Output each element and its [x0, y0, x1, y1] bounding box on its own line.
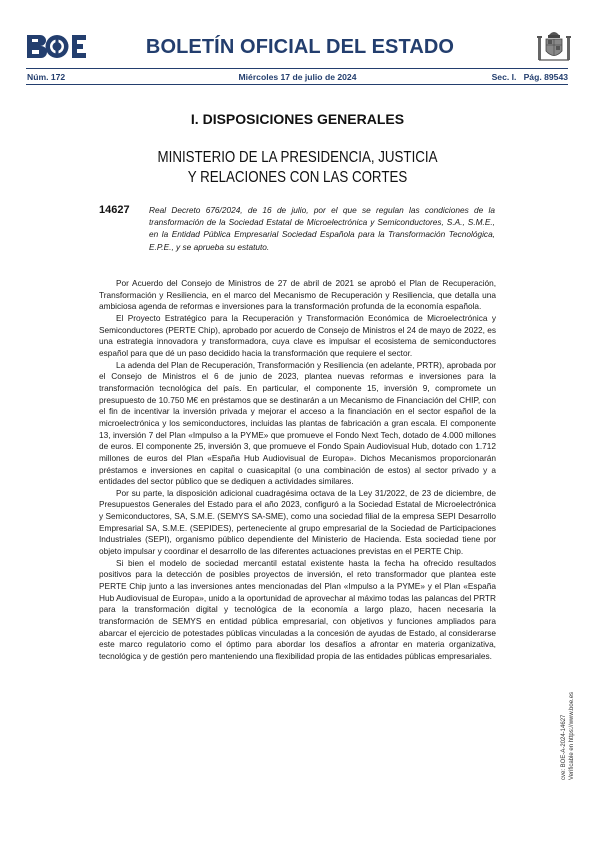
header-rule-bottom [26, 84, 568, 85]
paragraph: Si bien el modelo de sociedad mercantil estatal existente hasta la fecha ha ofrecido resultados positivos para la detección de posibles proyectos de inversión, el reto transformador que plantea este PERTE Chip junto a las inversiones antes mencionadas del Plan «Impulso a la PYME» y el Plan «España Hub Audiovisual de Europa», unido a la oportunidad de aprovechar al máximo todas las palancas del PRTR para la transformación digital y tecnológica de la economía a largo plazo, hacen necesaria la transformación de SEMYS en entidad pública empresarial, con objetivos y funciones ampliados para abarcar el ejercicio de potestades públicas vinculadas a la concesión de ayudas de Estado, al considerarse este marco regulatorio como el óptimo para abordar los desafíos a afrontar en materia organizativa, tecnológica y de gestión pero manteniendo una flexibilidad propia de las entidades públicas empresariales. [99, 557, 496, 661]
paragraph: El Proyecto Estratégico para la Recuperación y Transformación Económica de Microelectrónica y Semiconductores (PERTE Chip), aprobado por acuerdo de Consejo de Ministros el 24 de mayo de 2022, es una estrategia innovadora y transformadora, cuya clave es impulsar el ecosistema de semiconductores español para que dé un paso decidido hacia la transformación que requiere el sector. [99, 312, 496, 358]
header-rule-top [26, 68, 568, 69]
body-text [99, 278, 496, 663]
paragraph: La adenda del Plan de Recuperación, Transformación y Resiliencia (en adelante, PRTR), aprobada por el Consejo de Ministros el 6 de junio de 2023, plantea nuevas reformas e inversiones para la transformación tecnológica del país. En particular, el componente 15, inversión 9, compromete un presupuesto de 10.750 M€ en préstamos que se destinarán a un Mecanismo de Financiación del CHIP, con el fin de incentivar la inversión privada y mejorar el acceso a la financiación en el sector español de la microelectrónica y los semiconductores, incluidas las plantas de fabricación a gran escala. El componente 13, inversión 7 del Plan «Impulso a la PYME» que promueve el Fondo Next Tech, dotado de 4.000 millones de euros. El componente 25, inversión 3, que promueve el Fondo Spain Audiovisual Hub, dotado con 1.712 millones de euros del Plan «España Hub Audiovisual de Europa». Dichos Mecanismos proporcionarán préstamos e inversiones en capital o cuasicapital (o una combinación de estos) al sector privado y a entidades del sector público que se dediquen a actividades similares. [99, 359, 496, 487]
issue-date: Miércoles 17 de julio de 2024 [238, 72, 357, 82]
cve-code: cve: BOE-A-2024-14627 [561, 714, 567, 780]
ministry-line-2: Y RELACIONES CON LAS CORTES [187, 169, 408, 186]
disposition-number: 14627 [99, 204, 130, 216]
ministry-line-1: MINISTERIO DE LA PRESIDENCIA, JUSTICIA [157, 149, 438, 166]
disposition-summary: Real Decreto 676/2024, de 16 de julio, por el que se regulan las condiciones de la transformación de la Sociedad Estatal de Microelectrónica y Semiconductores, S.A., S.M.E., en la Entidad Pública Empresarial Sociedad Española para la Transformación Tecnológica, E.P.E., y se aprueba su estatuto. [149, 205, 495, 252]
paragraph: Por Acuerdo del Consejo de Ministros de 27 de abril de 2021 se aprobó el Plan de Recuperación, Transformación y Resiliencia, en el marco del Mecanismo de Recuperación y Resiliencia, que detalla una ambiciosa agenda de reformas e inversiones para la transformación profunda de la economía española. [99, 278, 496, 312]
verification-link[interactable]: Verificable en https://www.boe.es [569, 691, 575, 780]
paragraph: Por su parte, la disposición adicional cuadragésima octava de la Ley 31/2022, de 23 de diciembre, de Presupuestos Generales del Estado para el año 2023, configuró a la Sociedad Estatal de Microelectrónica y Semiconductores, SA, S.M.E. (SEMYS SA-SME), como una sociedad filial de la empresa SEPI Desarrollo Empresarial SA, S.M.E. (SEPIDES), perteneciente al grupo empresarial de la Sociedad de Participaciones Industriales (SEPI), organismo público dependiente del Ministerio de Hacienda. Esta sociedad tiene por objeto impulsar y coordinar el desarrollo de las diferentes actuaciones previstas en el PERTE Chip. [99, 487, 496, 557]
coat-of-arms-icon [535, 29, 573, 65]
section-page: Sec. I. Pág. 89543 [491, 72, 568, 82]
issue-number: Núm. 172 [27, 72, 66, 82]
gazette-title: BOLETÍN OFICIAL DEL ESTADO [145, 36, 455, 58]
verification-note [560, 692, 576, 780]
boe-logo-icon [26, 33, 88, 60]
ministry-title [128, 148, 468, 188]
section-title: I. DISPOSICIONES GENERALES [190, 111, 405, 127]
